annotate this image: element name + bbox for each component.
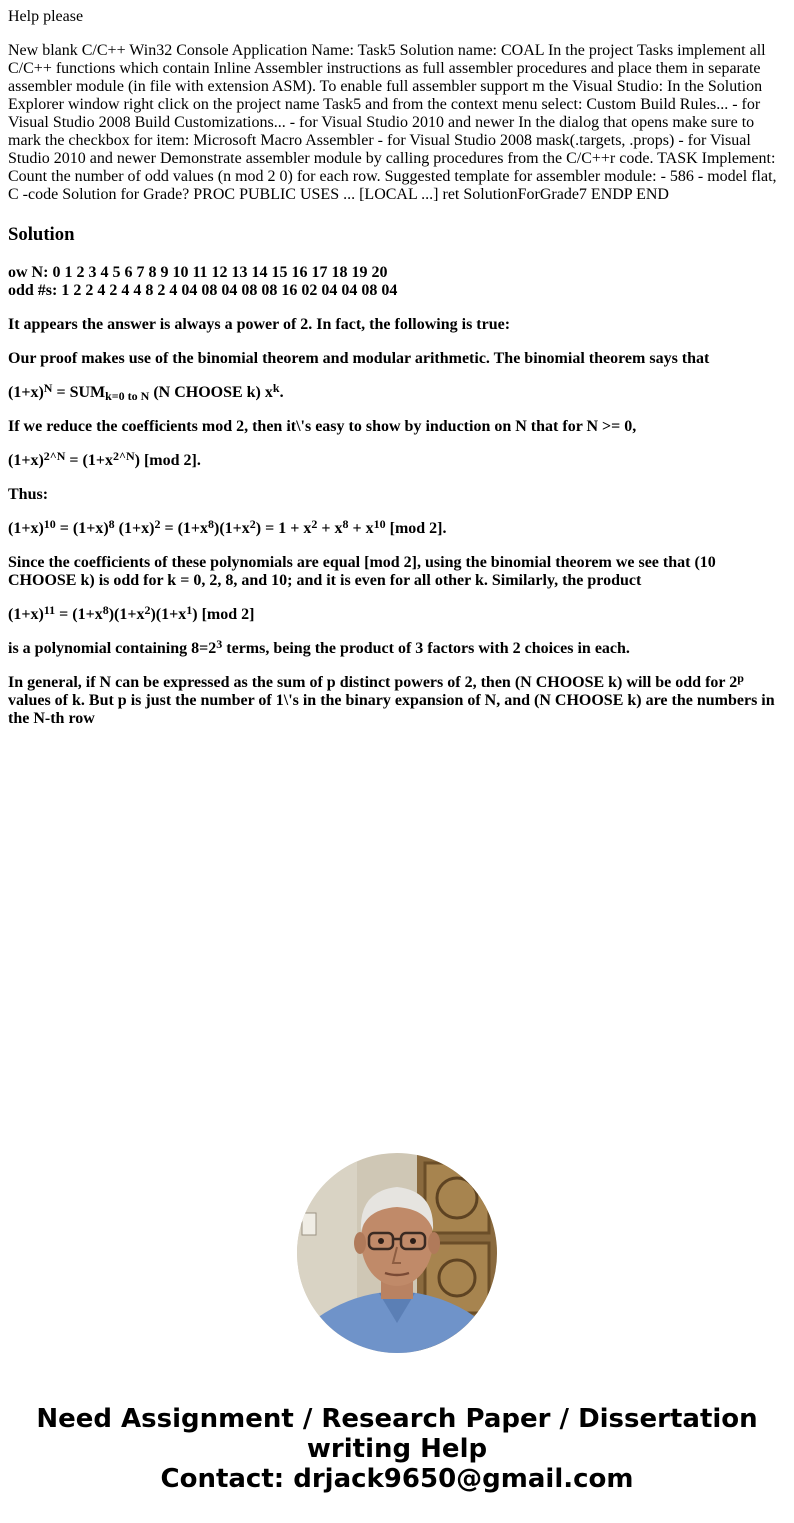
general-conclusion-text: In general, if N can be expressed as the sum of p distinct powers of 2, then (N CHOOSE k) will be odd for 2$^p$ values of k. But p is just the number of 1\'s in the binary expansion of N, and (N CHOOSE k) are the numbers in the N-th row	[8, 671, 775, 727]
proof-intro: Our proof makes use of the binomial theorem and modular arithmetic. The binomial theorem says that	[8, 350, 710, 367]
article	[8, 0, 786, 744]
coefficients-paragraph: Since the coefficients of these polynomials are equal [mod 2], using the binomial theorem we see that (10 CHOOSE k) is odd for k = 0, 2, 8, and 10; and it is even for all other k. Similarly, the product	[8, 554, 716, 589]
question-body: New blank C/C++ Win32 Console Application Name: Task5 Solution name: COAL In the project Tasks implement all C/C++ functions which contain Inline Assembler instructions as full assembler procedures and place them in separate assembler module (in file with extension ASM). To enable full assembler support m the Visual Studio: In the Solution Explorer window right click on the project name Task5 and from the context menu select: Custom Build Rules... - for Visual Studio 2008 Build Customizations... - for Visual Studio 2010 and newer In the dialog that opens make sure to mark the checkbox for item: Microsoft Macro Assembler - for Visual Studio 2008 mask(.targets, .props) - for Visual Studio 2010 and newer Demonstrate assembler module by calling procedures from the C/C++r code. TASK Implement: Count the number of odd values (n mod 2 0) for each row. Suggested template for assembler module: - 586 - model flat, C -code Solution for Grade? PROC PUBLIC USES ... [LOCAL ...] ret SolutionForGrade7 ENDP END	[8, 42, 777, 203]
polynomial-terms-text: is a polynomial containing $8=2^3$ terms, being the product of 3 factors with 2 choices in each.	[8, 637, 630, 657]
binomial-theorem-equation: $(1+x)^N = SUM_{k=0 to N}$ (N CHOOSE k) $x^k$.	[8, 381, 284, 403]
rows-table	[8, 264, 786, 300]
power-of-two-statement: It appears the answer is always a power of 2. In fact, the following is true:	[8, 316, 511, 333]
solution-title: Solution	[8, 224, 75, 245]
eleven-product-equation: $(1+x)^{11} = (1+x^8)(1+x^2)(1+x^1)$ [mod 2]	[8, 603, 255, 623]
promo-banner	[0, 1404, 794, 1494]
author-avatar	[297, 1153, 497, 1353]
mod-two-identity-equation: $(1+x)^{2\^{}N} = (1+x^{2\^{}N})$ [mod 2].	[8, 449, 201, 469]
row-numbers-line: ow N: 0 1 2 3 4 5 6 7 8 9 10 11 12 13 14 15 16 17 18 19 20	[8, 264, 388, 281]
mod-reduction-text: If we reduce the coefficients mod 2, then it\'s easy to show by induction on N that for N >= 0,	[8, 418, 637, 435]
question-heading: Help please	[8, 8, 84, 25]
odd-counts-line: odd #s: 1 2 2 4 2 4 4 8 2 4 04 08 04 08 08 16 02 04 04 08 04	[8, 282, 398, 299]
thus-label: Thus:	[8, 486, 49, 503]
ten-expansion-equation: $(1+x)^{10} = (1+x)^8$ $(1+x)^2 = (1+x^8)(1+x^2) = 1 + x^2 + x^8 + x^{10}$ [mod 2].	[8, 517, 447, 537]
promo-contact-line: Contact: drjack9650@gmail.com	[160, 1464, 634, 1494]
promo-line-2: writing Help	[306, 1434, 488, 1464]
promo-line-1: Need Assignment / Research Paper / Dissertation	[36, 1404, 758, 1434]
